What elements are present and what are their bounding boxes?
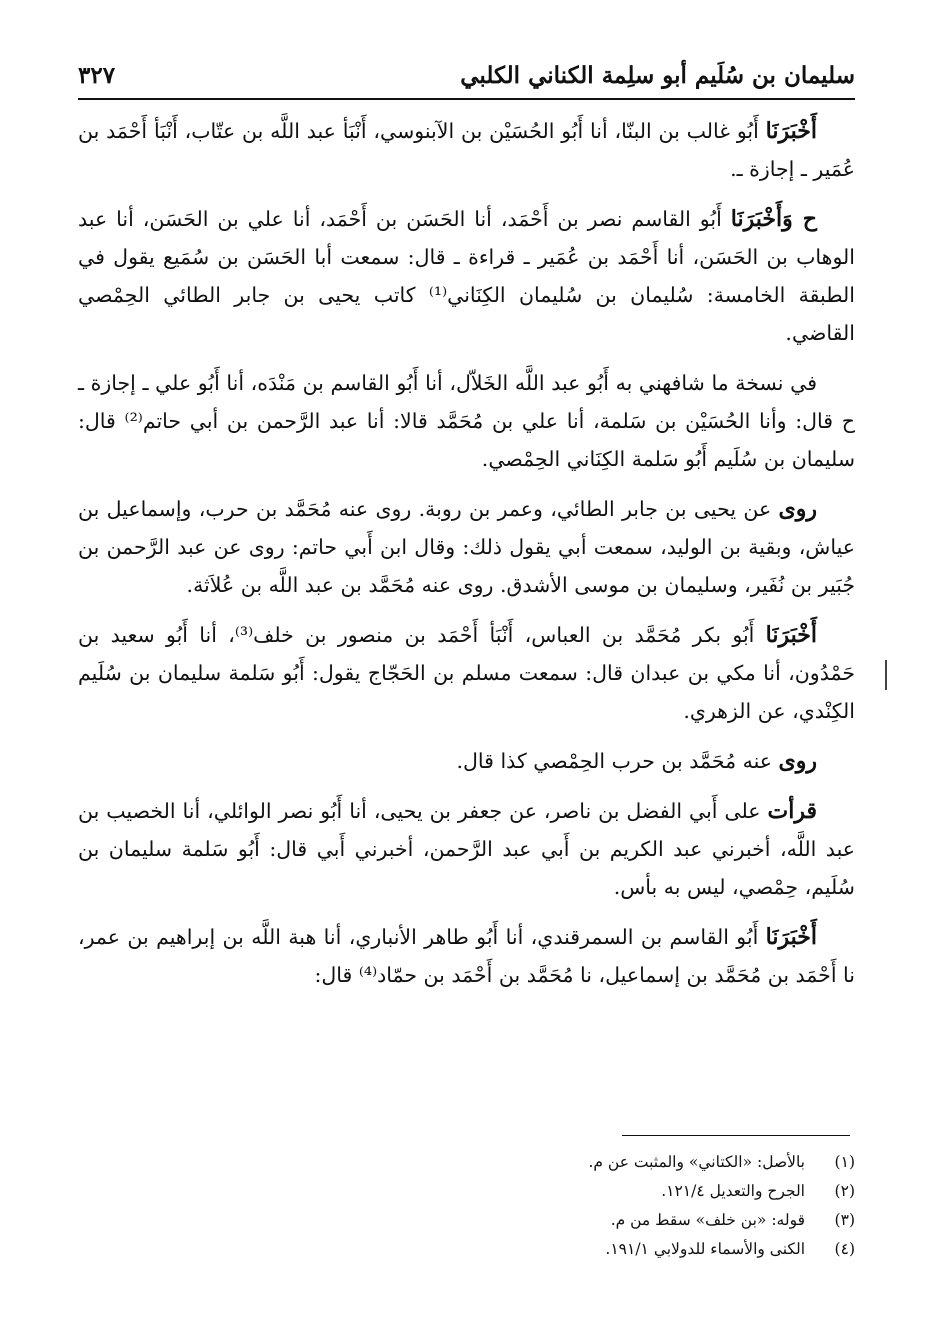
paragraph — [78, 616, 855, 730]
paragraph-keyword: روى — [778, 748, 817, 774]
footnote-text: بالأصل: «الكتاني» والمثبت عن م. — [588, 1153, 805, 1171]
footnotes — [78, 1148, 855, 1264]
paragraph — [78, 792, 855, 906]
page-header — [78, 52, 855, 100]
footnote-mark: (٢) — [834, 1182, 855, 1200]
footnote-text: قوله: «بن خلف» سقط من م. — [610, 1211, 805, 1229]
main-text — [78, 112, 855, 1006]
footnote-mark: (٤) — [834, 1240, 855, 1258]
paragraph-text: أَبُو القاسم بن السمرقندي، أنا أَبُو طاهر الأنباري، أنا هبة اللَّه بن إبراهيم بن عمر، نا أَحْمَد بن مُحَمَّد بن إسماعيل، نا مُحَمَّد بن أَحْمَد بن حمّاد⁽⁴⁾ قال: — [78, 925, 855, 987]
footnote — [78, 1148, 855, 1177]
paragraph-keyword: أَخْبَرَنَا — [765, 924, 817, 950]
paragraph-text: أَبُو القاسم نصر بن أَحْمَد، أنا الحَسَن بن أَحْمَد، أنا علي بن الحَسَن، أنا عبد الوهاب بن الحَسَن، أنا أَحْمَد بن عُمَير ـ قراءة ـ قال: سمعت أبا الحَسَن بن سُمَيع يقول في الطبقة الخامسة: سُليمان بن سُليمان الكِنَاني⁽¹⁾ كاتب يحيى بن جابر الطائي الحِمْصي القاضي. — [78, 207, 855, 345]
paragraph — [78, 490, 855, 604]
paragraph-text: عن يحيى بن جابر الطائي، وعمر بن روبة. روى عنه مُحَمَّد بن حرب، وإسماعيل بن عياش، وبقية بن الوليد، سمعت أبي يقول ذلك: وقال ابن أَبي حاتم: روى عن عبد الرَّحمن بن جُبَير بن نُفَير، وسليمان بن موسى الأشدق. روى عنه مُحَمَّد بن عبد اللَّه بن عُلاَثة. — [78, 497, 855, 597]
paragraph-keyword: قرأت — [767, 798, 817, 824]
footnote-text: الجرح والتعديل ١٢١/٤. — [661, 1182, 805, 1200]
paragraph-text: في نسخة ما شافهني به أَبُو عبد اللَّه الخَلاّل، أنا أَبُو القاسم بن مَنْدَه، أنا أَبُو علي ـ إجازة ـ ح قال: وأنا الحُسَيْن بن سَلمة، أنا علي بن مُحَمَّد قالا: أنا عبد الرَّحمن بن أبي حاتم⁽²⁾ قال: سليمان بن سُلَيم أَبُو سَلمة الكِنَاني الحِمْصي. — [78, 371, 855, 471]
paragraph — [78, 364, 855, 478]
footnote-text: الكنى والأسماء للدولابي ١٩١/١. — [605, 1240, 805, 1258]
paragraph-text: على أَبي الفضل بن ناصر، عن جعفر بن يحيى، أنا أَبُو نصر الوائلي، أنا الخصيب بن عبد اللَّه، أخبرني عبد الكريم بن أَبي عبد الرَّحمن، أخبرني أَبي قال: أَبُو سَلمة سليمان بن سُلَيم، حِمْصي، ليس به بأس. — [78, 799, 855, 899]
footnote-separator — [622, 1135, 850, 1136]
footnote — [78, 1206, 855, 1235]
footnote — [78, 1235, 855, 1264]
paragraph-keyword: روى — [778, 496, 817, 522]
paragraph — [78, 742, 855, 780]
footnote — [78, 1177, 855, 1206]
footnote-mark: (١) — [834, 1153, 855, 1171]
paragraph-keyword: أَخْبَرَنَا — [765, 118, 817, 144]
margin-mark — [885, 660, 887, 690]
page-number: ٣٢٧ — [78, 61, 116, 89]
paragraph — [78, 112, 855, 188]
paragraph-text: عنه مُحَمَّد بن حرب الحِمْصي كذا قال. — [456, 749, 779, 773]
paragraph — [78, 200, 855, 352]
paragraph-text: أَبُو بكر مُحَمَّد بن العباس، أَنْبَأ أَحْمَد بن منصور بن خلف⁽³⁾، أنا أَبُو سعيد بن حَمْدُون، أنا مكي بن عبدان قال: سمعت مسلم بن الحَجّاج يقول: أَبُو سَلمة سليمان بن سُلَيم الكِنْدي، عن الزهري. — [78, 623, 855, 723]
paragraph-text: أَبُو غالب بن البنّا، أنا أَبُو الحُسَيْن بن الآبنوسي، أَنْبَأ عبد اللَّه بن عتّاب، أَنْبَأ أَحْمَد بن عُمَير ـ إجازة ـ. — [78, 119, 855, 181]
footnote-mark: (٣) — [834, 1211, 855, 1229]
running-title: سليمان بن سُلَيم أبو سلِمة الكناني الكلبي — [460, 61, 855, 89]
paragraph-keyword: ح وَأَخْبَرَنَا — [730, 206, 817, 232]
paragraph-keyword: أَخْبَرَنَا — [765, 622, 817, 648]
paragraph — [78, 918, 855, 994]
